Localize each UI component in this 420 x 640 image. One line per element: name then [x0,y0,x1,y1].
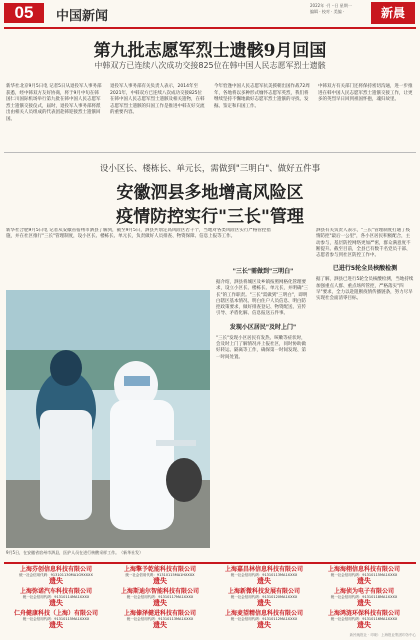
ad-code: 统一社会信用代码：91310113MA1XXXX [126,617,194,621]
ad-code: 统一社会信用代码：91310113MA1XXXX [230,573,298,577]
ad-block [6,610,106,632]
ad-company: 上海嘉昌林信息科技有限公司 [224,566,303,573]
ad-code: 统一社会信用代码：91310114MA1XXXX [22,595,90,599]
right-text-2: 据了解，泗县已进行5轮全员核酸检测，当地持续加强重点人群、重点场所管控，严格落实"四早"要求，全力以赴阻断疫情传播链条，努力尽早实现社会面清零目标。 [316,277,414,302]
ad-company: 上海侦为电子有限公司 [333,588,394,595]
photo-illustration [6,290,210,548]
ad-code: 统一社会信用代码：91310115MA1HXXXX [125,573,195,577]
ad-company: 上海海栩信息科技有限公司 [327,566,400,573]
page-footer: 新民晚报社 · 印刷：上海报业集团印务中心 [349,633,416,637]
article2-pre-headline: 设小区长、楼栋长、单元长，需做到"三明白"、做好五件事 [99,164,321,174]
ad-code: 统一社会信用代码：91310112MA1XXXX [230,617,298,621]
section-title: 中国新闻 [56,9,109,24]
ad-company: 上海擎予乾能科技有限公司 [123,566,196,573]
ad-company: 上海斯迪尔智能科技有限公司 [120,588,199,595]
ad-block [110,566,210,588]
ad-company: 上海鸿涟环保科技有限公司 [327,610,400,617]
ad-block [214,566,314,588]
photo-caption: 9月5日，在安徽省宿州市泗县，医护人员在进行核酸采样工作。（新华社发） [6,550,144,555]
ad-code: 统一社会信用代码：91310116MA1XXXX [330,617,398,621]
right-text-1: 泗县有关负责人表示，"三长"管理制度打通了疫情防控"最后一公里"，各小区居民积极配合，主动参与，基层防控网络更加严密，群众满意度不断提升。截至目前，全县已有数千名党员干部、志愿者参与到社区防控工作中。 [316,228,411,259]
ad-notice: 遗失 [153,577,167,585]
ad-company: 仁舟健康科技（上海）有限公司 [13,610,98,617]
ad-code: 统一社会信用代码：91310118MA1XXXX [330,595,398,599]
ad-block [314,610,414,632]
ad-notice: 遗失 [257,577,271,585]
article1-col1: 新华社北京9月5日电 记者5日从退役军人事务部获悉，经中韩双方友好协商，将于9月中旬在韩国仁川国际机场举行第九批在韩中国人民志愿军烈士遗骸交接仪式，届时，退役军人事务部将派出由相关人员组成的代表团赴韩迎接烈士遗骸回国。 [6,84,102,122]
ad-notice: 遗失 [49,599,63,607]
page-number: 05 [4,3,44,23]
article2-intro: 新华社合肥9月5日电 记者从安徽省宿州市泗县了解到，截至9月5日，泗县共划定高风险区若干个，当地对各类风险区实行严格管控措施，并在社区推行"三长"管理制度，设小区长、楼栋长、单元长，负责做好人员排查、物资保障、信息上报等工作。 [6,228,271,240]
ad-company: 上海芬创信息科技有限公司 [19,566,92,573]
mid-text-1: 据介绍，泗县将城区及乡镇按照网格化管理要求，设立小区长、楼栋长、单元长，并明确"三长"的工作职责。"三长"需做到"三明白"，即明白辖区基本情况、明白住户人员信息、明白防控政策要求，做好排查登记、物资配送、宣传引导、矛盾化解、信息报送五件事。 [216,280,309,317]
ad-company: 上海弥诺汽车科技有限公司 [19,588,92,595]
mid-subhead-1: "三长"需做到"三明白" [232,268,294,275]
ad-company: 上海新微科技发展有限公司 [227,588,300,595]
ad-block [6,588,106,610]
ad-notice: 遗失 [257,599,271,607]
ad-notice: 遗失 [357,599,371,607]
editor-line: 编辑 · 校对 · 美编 · [310,9,345,14]
issue-date: 2022年 ·月 ··日 星期一 [310,3,352,8]
ad-notice: 遗失 [49,621,63,629]
article1-headline: 第九批志愿军烈士遗骸9月回国 [93,41,327,61]
right-subhead: 已进行5轮全员核酸检测 [332,265,398,273]
ad-notice: 遗失 [357,577,371,585]
article-divider [4,152,416,153]
ad-block [314,566,414,588]
ad-block [314,588,414,610]
article1-col2: 退役军人事务部有关负责人表示，2014年至2021年，中韩双方已连续八次成功交接825位在韩中国人民志愿军烈士遗骸及相关遗物，在韩志愿军烈士遗骸的归国工作是推进中韩友好交流的重要内容。 [110,84,205,115]
article2-middle-column [216,262,310,562]
ad-block [214,610,314,632]
article1-subhead: 中韩双方已连续八次成功交接825位在韩中国人民志愿军烈士遗骸 [94,61,326,70]
ad-company: 上海麦望精信息科技有限公司 [224,610,303,617]
article1-col4: 中韩双方有关部门还将保持密切沟通，进一步推进在韩中国人民志愿军烈士遗骸交接工作，让更多的英烈早日回到祖国怀抱，魂归故里。 [318,84,413,102]
ad-notice: 遗失 [153,599,167,607]
ad-block [110,588,210,610]
news-photo [6,290,210,548]
ad-company: 上海傣泽健进科技有限公司 [123,610,196,617]
newspaper-logo: 新晨 [371,2,415,24]
article2-right-column [316,228,414,558]
mid-subhead-2: 发现小区居民"及时上门" [229,323,297,331]
ad-block [6,566,106,588]
ad-notice: 遗失 [357,621,371,629]
article1-col3: 今年恰逢中国人民志愿军抗美援朝出国作战72周年，各地将以多种形式缅怀志愿军英烈，我们将继续坚持不懈地做好志愿军烈士遗骸的寻找、发掘、鉴定和归国工作。 [214,84,310,109]
ad-block [214,588,314,610]
dateline [310,3,370,15]
ad-notice: 遗失 [257,621,271,629]
ad-code: 统一社会信用代码：91310117MA1XXXX [126,595,194,599]
mid-text-2: "三长"发现小区居民有发热、咳嗽等症状时，会及时上门了解情况并上报社区，同时协助做好转运、隔离等工作，确保第一时间发现、第一时间处置。 [216,335,306,360]
header-rule [4,27,416,29]
article2-headline-line1: 安徽泗县多地增高风险区 [116,183,304,203]
ad-notice: 遗失 [153,621,167,629]
classified-ads [4,562,416,634]
ad-code: 统一社会信用代码：91310115MA1XXXX [330,573,398,577]
page-header [0,0,420,26]
ad-code: 统一社会信用代码：91310115MA1XXXX [22,617,90,621]
ad-code: 统一社会信用代码：913101130MA1G9XXXX [19,573,93,577]
ad-code: 统一社会信用代码：91310120MA1XXXX [230,595,298,599]
article2-headline-line2: 疫情防控实行"三长"管理 [116,207,304,227]
ad-block [110,610,210,632]
ad-notice: 遗失 [49,577,63,585]
article1-body [6,84,414,150]
